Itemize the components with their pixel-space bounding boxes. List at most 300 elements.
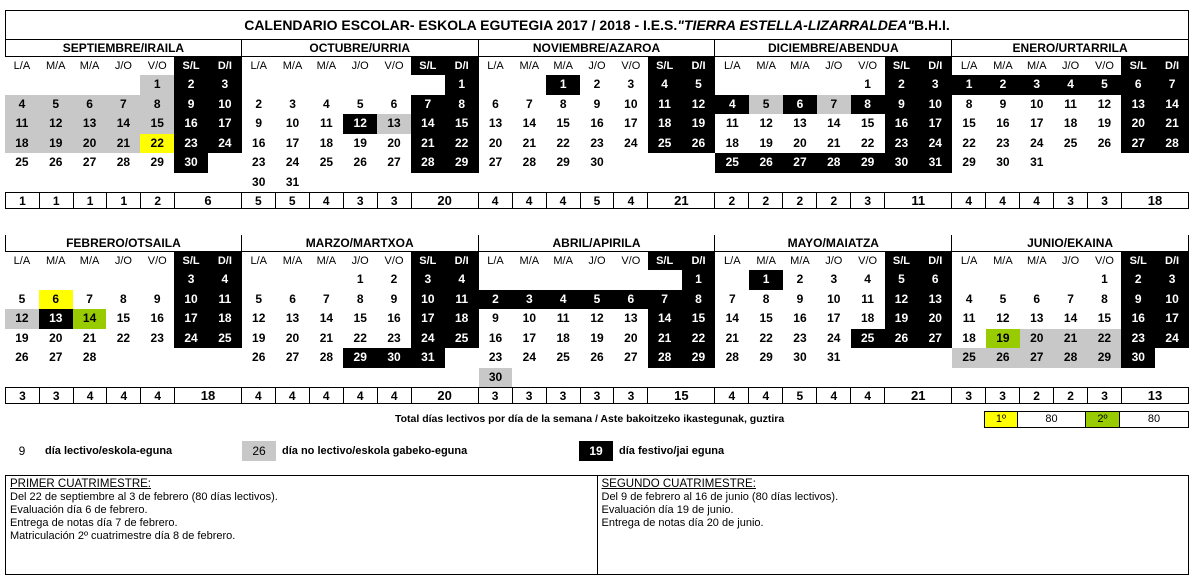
weekday-total: 2 <box>715 193 749 208</box>
day-cell: 30 <box>174 153 208 173</box>
day-cell: 21 <box>106 134 140 154</box>
second-line: Del 9 de febrero al 16 de junio (80 días lectivos). <box>601 491 839 503</box>
day-cell: 25 <box>445 329 479 349</box>
day-cell: 4 <box>309 95 343 115</box>
weekday-total: 3 <box>952 388 986 403</box>
day-cell: 6 <box>39 290 73 310</box>
day-cell: 18 <box>309 134 343 154</box>
day-cell: 16 <box>174 114 208 134</box>
day-cell: 23 <box>479 348 513 368</box>
weekday-label: D/I <box>445 57 479 75</box>
day-cell: 5 <box>343 95 377 115</box>
legend-festivo <box>579 441 724 461</box>
week-row <box>715 114 952 134</box>
day-cell: 18 <box>952 329 986 349</box>
weekday-label: L/A <box>250 255 267 267</box>
day-cell: 22 <box>343 329 377 349</box>
day-cell <box>1155 348 1189 368</box>
weekday-label: M/A <box>79 255 100 267</box>
first-line: Matriculación 2º cuatrimestre día 8 de febrero. <box>10 530 236 542</box>
day-cell: 7 <box>73 290 107 310</box>
day-cell: 10 <box>614 95 648 115</box>
day-cell: 15 <box>546 114 580 134</box>
day-cell: 31 <box>918 153 952 173</box>
day-cell: 15 <box>140 114 174 134</box>
day-cell: 26 <box>749 153 783 173</box>
day-cell: 16 <box>377 309 411 329</box>
day-cell: 9 <box>242 114 276 134</box>
day-cell: 15 <box>106 309 140 329</box>
weekday-total: 3 <box>513 388 547 403</box>
day-cell <box>1121 153 1155 173</box>
day-cell: 9 <box>885 95 919 115</box>
weekday-label: D/I <box>208 252 242 270</box>
weekday-total: 3 <box>378 193 412 208</box>
weekday-total: 4 <box>242 388 276 403</box>
day-cell: 24 <box>276 153 310 173</box>
day-cell: 10 <box>817 290 851 310</box>
weekday-header <box>715 57 952 75</box>
weekday-label: L/A <box>960 60 978 72</box>
day-cell: 19 <box>580 329 614 349</box>
day-cell: 24 <box>1155 329 1189 349</box>
day-cell: 24 <box>208 134 242 154</box>
day-cell: 8 <box>106 290 140 310</box>
month-name: MAYO/MAIATZA <box>715 235 952 252</box>
day-cell: 28 <box>817 153 851 173</box>
month-10 <box>952 235 1189 404</box>
weekday-label: S/L <box>174 252 208 270</box>
day-cell: 14 <box>648 309 682 329</box>
day-cell: 19 <box>749 134 783 154</box>
day-cell: 1 <box>1088 270 1122 290</box>
weekday-total: 4 <box>310 388 344 403</box>
day-cell: 24 <box>512 348 546 368</box>
day-cell: 11 <box>546 309 580 329</box>
weekday-totals <box>479 387 716 404</box>
day-cell: 14 <box>1155 95 1189 115</box>
day-cell: 28 <box>512 153 546 173</box>
day-cell: 3 <box>918 75 952 95</box>
day-cell <box>343 173 377 193</box>
week-row <box>242 114 479 134</box>
day-cell: 21 <box>73 329 107 349</box>
day-cell: 4 <box>445 270 479 290</box>
day-cell: 21 <box>715 329 749 349</box>
day-cell: 18 <box>715 134 749 154</box>
day-cell: 11 <box>952 309 986 329</box>
day-cell <box>546 270 580 290</box>
day-cell: 25 <box>952 348 986 368</box>
day-cell: 8 <box>749 290 783 310</box>
day-cell: 31 <box>1020 153 1054 173</box>
week-row <box>5 309 242 329</box>
week-row <box>479 348 716 368</box>
day-cell: 17 <box>411 309 445 329</box>
day-cell: 27 <box>1020 348 1054 368</box>
day-cell: 23 <box>242 153 276 173</box>
first-semester-heading: PRIMER CUATRIMESTRE: <box>10 478 151 490</box>
day-cell: 7 <box>648 290 682 310</box>
day-cell <box>5 75 39 95</box>
week-row <box>952 270 1189 290</box>
day-cell: 20 <box>479 134 513 154</box>
day-cell: 12 <box>885 290 919 310</box>
day-cell <box>682 368 716 388</box>
day-cell: 11 <box>1054 95 1088 115</box>
weekday-header <box>952 57 1189 75</box>
day-cell <box>580 270 614 290</box>
day-cell <box>208 153 242 173</box>
day-cell: 15 <box>851 114 885 134</box>
day-cell: 29 <box>952 153 986 173</box>
day-cell: 17 <box>614 114 648 134</box>
weekday-label: D/I <box>918 57 952 75</box>
month-total: 6 <box>175 193 242 208</box>
weekday-header <box>5 57 242 75</box>
weekday-total: 1 <box>74 193 108 208</box>
day-cell: 16 <box>1121 309 1155 329</box>
day-cell: 2 <box>242 95 276 115</box>
weekday-total: 3 <box>344 193 378 208</box>
day-cell <box>1088 153 1122 173</box>
day-cell: 12 <box>242 309 276 329</box>
weekday-total: 5 <box>783 388 817 403</box>
weekday-label: V/O <box>621 60 641 72</box>
day-cell: 17 <box>512 329 546 349</box>
weekday-label: J/O <box>588 255 606 267</box>
week-row <box>952 134 1189 154</box>
weekday-totals <box>952 387 1189 404</box>
month-total: 20 <box>412 388 479 403</box>
day-cell: 30 <box>885 153 919 173</box>
weekday-total: 3 <box>6 388 40 403</box>
day-cell: 6 <box>276 290 310 310</box>
day-cell <box>546 368 580 388</box>
day-cell: 11 <box>851 290 885 310</box>
calendar-title <box>5 10 1189 40</box>
day-cell: 8 <box>343 290 377 310</box>
day-cell <box>986 270 1020 290</box>
weekday-total: 2 <box>1020 388 1054 403</box>
weekday-label: M/A <box>756 60 776 72</box>
day-cell <box>445 173 479 193</box>
weekday-total: 4 <box>749 388 783 403</box>
day-cell: 30 <box>986 153 1020 173</box>
title-suffix: B.H.I. <box>914 17 950 33</box>
day-cell: 2 <box>174 75 208 95</box>
month-total: 21 <box>885 388 952 403</box>
weekday-totals <box>715 387 952 404</box>
day-cell: 9 <box>986 95 1020 115</box>
day-cell: 2 <box>783 270 817 290</box>
day-cell <box>749 75 783 95</box>
day-cell: 27 <box>276 348 310 368</box>
second-line: Entrega de notas día 20 de junio. <box>601 517 764 529</box>
legend-lectivo-text: día lectivo/eskola-eguna <box>45 445 173 457</box>
day-cell: 26 <box>5 348 39 368</box>
weekday-total: 4 <box>513 193 547 208</box>
day-cell: 1 <box>851 75 885 95</box>
day-cell: 4 <box>952 290 986 310</box>
day-cell: 22 <box>445 134 479 154</box>
weekday-total: 4 <box>479 193 513 208</box>
weekday-label: J/O <box>825 60 843 72</box>
day-cell: 29 <box>851 153 885 173</box>
day-cell: 20 <box>39 329 73 349</box>
week-row <box>242 348 479 368</box>
second-semester-notes <box>598 476 1189 574</box>
day-cell: 17 <box>276 134 310 154</box>
day-cell: 5 <box>39 95 73 115</box>
weekday-total: 4 <box>817 388 851 403</box>
day-cell: 7 <box>817 95 851 115</box>
day-cell: 3 <box>411 270 445 290</box>
day-cell: 13 <box>479 114 513 134</box>
day-cell <box>73 270 107 290</box>
day-cell: 4 <box>851 270 885 290</box>
month-5 <box>952 40 1189 209</box>
weekday-label: L/A <box>13 60 31 72</box>
week-row <box>479 114 716 134</box>
day-cell <box>1054 153 1088 173</box>
day-cell <box>309 75 343 95</box>
day-cell: 30 <box>580 153 614 173</box>
day-cell: 13 <box>276 309 310 329</box>
day-cell <box>411 173 445 193</box>
weekday-label: J/O <box>114 255 132 267</box>
first-line: Entrega de notas día 7 de febrero. <box>10 517 178 529</box>
day-cell: 22 <box>140 134 174 154</box>
day-cell: 17 <box>1020 114 1054 134</box>
week-row <box>242 309 479 329</box>
weekday-total: 2 <box>141 193 175 208</box>
day-cell: 28 <box>1054 348 1088 368</box>
day-cell: 3 <box>1020 75 1054 95</box>
legend-festivo-swatch: 19 <box>579 441 613 461</box>
legend-no-lectivo-swatch: 26 <box>242 441 276 461</box>
weekday-totals-caption: Total días lectivos por día de la semana / Aste bakoitzeko ikastegunak, guztira <box>395 413 785 425</box>
week-row <box>952 329 1189 349</box>
day-cell <box>648 368 682 388</box>
day-cell: 17 <box>208 114 242 134</box>
week-row <box>5 270 242 290</box>
day-cell: 17 <box>174 309 208 329</box>
day-cell: 26 <box>39 153 73 173</box>
day-cell <box>479 75 513 95</box>
day-cell: 31 <box>411 348 445 368</box>
day-grid <box>952 270 1189 387</box>
month-total: 13 <box>1122 388 1189 403</box>
weekday-label: M/A <box>1026 60 1047 72</box>
day-cell: 20 <box>73 134 107 154</box>
day-cell <box>614 368 648 388</box>
week-row <box>5 75 242 95</box>
weekday-label: V/O <box>858 60 878 72</box>
weekday-total: 4 <box>378 388 412 403</box>
day-cell: 20 <box>377 134 411 154</box>
weekday-label: S/L <box>411 57 445 75</box>
semester-1-days: 80 <box>1018 411 1086 428</box>
weekday-label: M/A <box>993 60 1013 72</box>
weekday-total: 3 <box>851 193 885 208</box>
day-cell: 1 <box>682 270 716 290</box>
week-row <box>952 95 1189 115</box>
weekday-label: M/A <box>79 60 100 72</box>
day-cell: 20 <box>614 329 648 349</box>
day-cell: 6 <box>614 290 648 310</box>
day-cell: 21 <box>1054 329 1088 349</box>
day-cell <box>580 368 614 388</box>
day-cell: 3 <box>512 290 546 310</box>
day-grid <box>479 270 716 387</box>
weekday-label: D/I <box>208 57 242 75</box>
day-cell: 12 <box>39 114 73 134</box>
month-name: OCTUBRE/URRIA <box>242 40 479 57</box>
weekday-label: M/A <box>756 255 776 267</box>
weekday-label: D/I <box>918 252 952 270</box>
day-cell <box>242 270 276 290</box>
day-cell: 2 <box>377 270 411 290</box>
day-cell: 27 <box>783 153 817 173</box>
day-cell <box>140 270 174 290</box>
day-cell: 22 <box>682 329 716 349</box>
day-cell: 3 <box>614 75 648 95</box>
weekday-label: J/O <box>1062 60 1080 72</box>
day-cell: 19 <box>986 329 1020 349</box>
day-cell: 18 <box>851 309 885 329</box>
weekday-label: M/A <box>553 60 573 72</box>
day-cell <box>106 348 140 368</box>
day-cell: 23 <box>174 134 208 154</box>
first-line: Evaluación día 6 de febrero. <box>10 504 148 516</box>
week-row <box>715 75 952 95</box>
day-cell: 21 <box>309 329 343 349</box>
day-cell: 11 <box>309 114 343 134</box>
weekday-label: V/O <box>621 255 641 267</box>
semester-1-label: 1º <box>984 411 1018 428</box>
week-row <box>952 309 1189 329</box>
day-cell: 30 <box>479 368 513 388</box>
weekday-label: S/L <box>411 252 445 270</box>
day-cell <box>918 348 952 368</box>
day-cell: 4 <box>648 75 682 95</box>
day-cell: 1 <box>445 75 479 95</box>
day-cell: 9 <box>140 290 174 310</box>
day-cell: 9 <box>377 290 411 310</box>
day-cell: 3 <box>208 75 242 95</box>
day-cell <box>73 75 107 95</box>
day-cell: 14 <box>106 114 140 134</box>
weekday-label: V/O <box>384 255 404 267</box>
week-row <box>715 95 952 115</box>
day-cell: 5 <box>749 95 783 115</box>
month-2 <box>242 40 479 209</box>
day-cell: 10 <box>918 95 952 115</box>
weekday-label: L/A <box>250 60 267 72</box>
month-name: ABRIL/APIRILA <box>479 235 716 252</box>
day-cell: 23 <box>783 329 817 349</box>
month-total: 15 <box>648 388 715 403</box>
day-cell: 6 <box>73 95 107 115</box>
day-cell: 23 <box>580 134 614 154</box>
day-cell: 31 <box>817 348 851 368</box>
day-cell: 9 <box>783 290 817 310</box>
day-cell: 16 <box>783 309 817 329</box>
week-row <box>5 153 242 173</box>
day-cell: 12 <box>580 309 614 329</box>
week-row <box>479 153 716 173</box>
day-cell: 5 <box>5 290 39 310</box>
day-cell: 7 <box>106 95 140 115</box>
day-cell: 28 <box>648 348 682 368</box>
month-name: FEBRERO/OTSAILA <box>5 235 242 252</box>
day-cell: 28 <box>309 348 343 368</box>
day-cell: 4 <box>208 270 242 290</box>
day-cell: 29 <box>343 348 377 368</box>
day-grid <box>715 270 952 387</box>
week-row <box>479 309 716 329</box>
day-cell: 10 <box>512 309 546 329</box>
day-cell: 10 <box>174 290 208 310</box>
day-cell: 22 <box>546 134 580 154</box>
day-cell: 11 <box>208 290 242 310</box>
weekday-total: 4 <box>986 193 1020 208</box>
week-row <box>952 75 1189 95</box>
day-cell: 12 <box>749 114 783 134</box>
title-main: CALENDARIO ESCOLAR- ESKOLA EGUTEGIA 2017 / 2018 - I.E.S. <box>244 17 678 33</box>
day-cell <box>1054 270 1088 290</box>
day-cell: 18 <box>208 309 242 329</box>
week-row <box>715 153 952 173</box>
day-cell: 17 <box>817 309 851 329</box>
day-cell: 13 <box>377 114 411 134</box>
weekday-total: 2 <box>1054 388 1088 403</box>
weekday-total: 4 <box>107 388 141 403</box>
weekday-total: 2 <box>817 193 851 208</box>
day-cell <box>309 173 343 193</box>
day-cell: 25 <box>208 329 242 349</box>
weekday-total: 2 <box>783 193 817 208</box>
day-cell <box>817 75 851 95</box>
day-cell: 22 <box>106 329 140 349</box>
day-cell: 9 <box>479 309 513 329</box>
weekday-label: S/L <box>1121 252 1155 270</box>
day-cell: 23 <box>885 134 919 154</box>
day-cell: 26 <box>682 134 716 154</box>
weekday-label: V/O <box>1094 255 1114 267</box>
day-cell: 14 <box>715 309 749 329</box>
day-cell: 15 <box>682 309 716 329</box>
day-cell <box>208 348 242 368</box>
weekday-label: L/A <box>960 255 978 267</box>
weekday-header <box>715 252 952 270</box>
weekday-label: M/A <box>993 255 1013 267</box>
weekday-label: J/O <box>114 60 132 72</box>
day-cell: 5 <box>580 290 614 310</box>
month-6 <box>5 235 242 404</box>
week-row <box>715 290 952 310</box>
day-cell: 10 <box>411 290 445 310</box>
week-row <box>242 173 479 193</box>
day-cell: 12 <box>343 114 377 134</box>
day-cell: 13 <box>1020 309 1054 329</box>
day-cell: 14 <box>309 309 343 329</box>
day-cell: 14 <box>411 114 445 134</box>
day-cell <box>174 348 208 368</box>
day-cell: 2 <box>580 75 614 95</box>
day-cell: 13 <box>918 290 952 310</box>
